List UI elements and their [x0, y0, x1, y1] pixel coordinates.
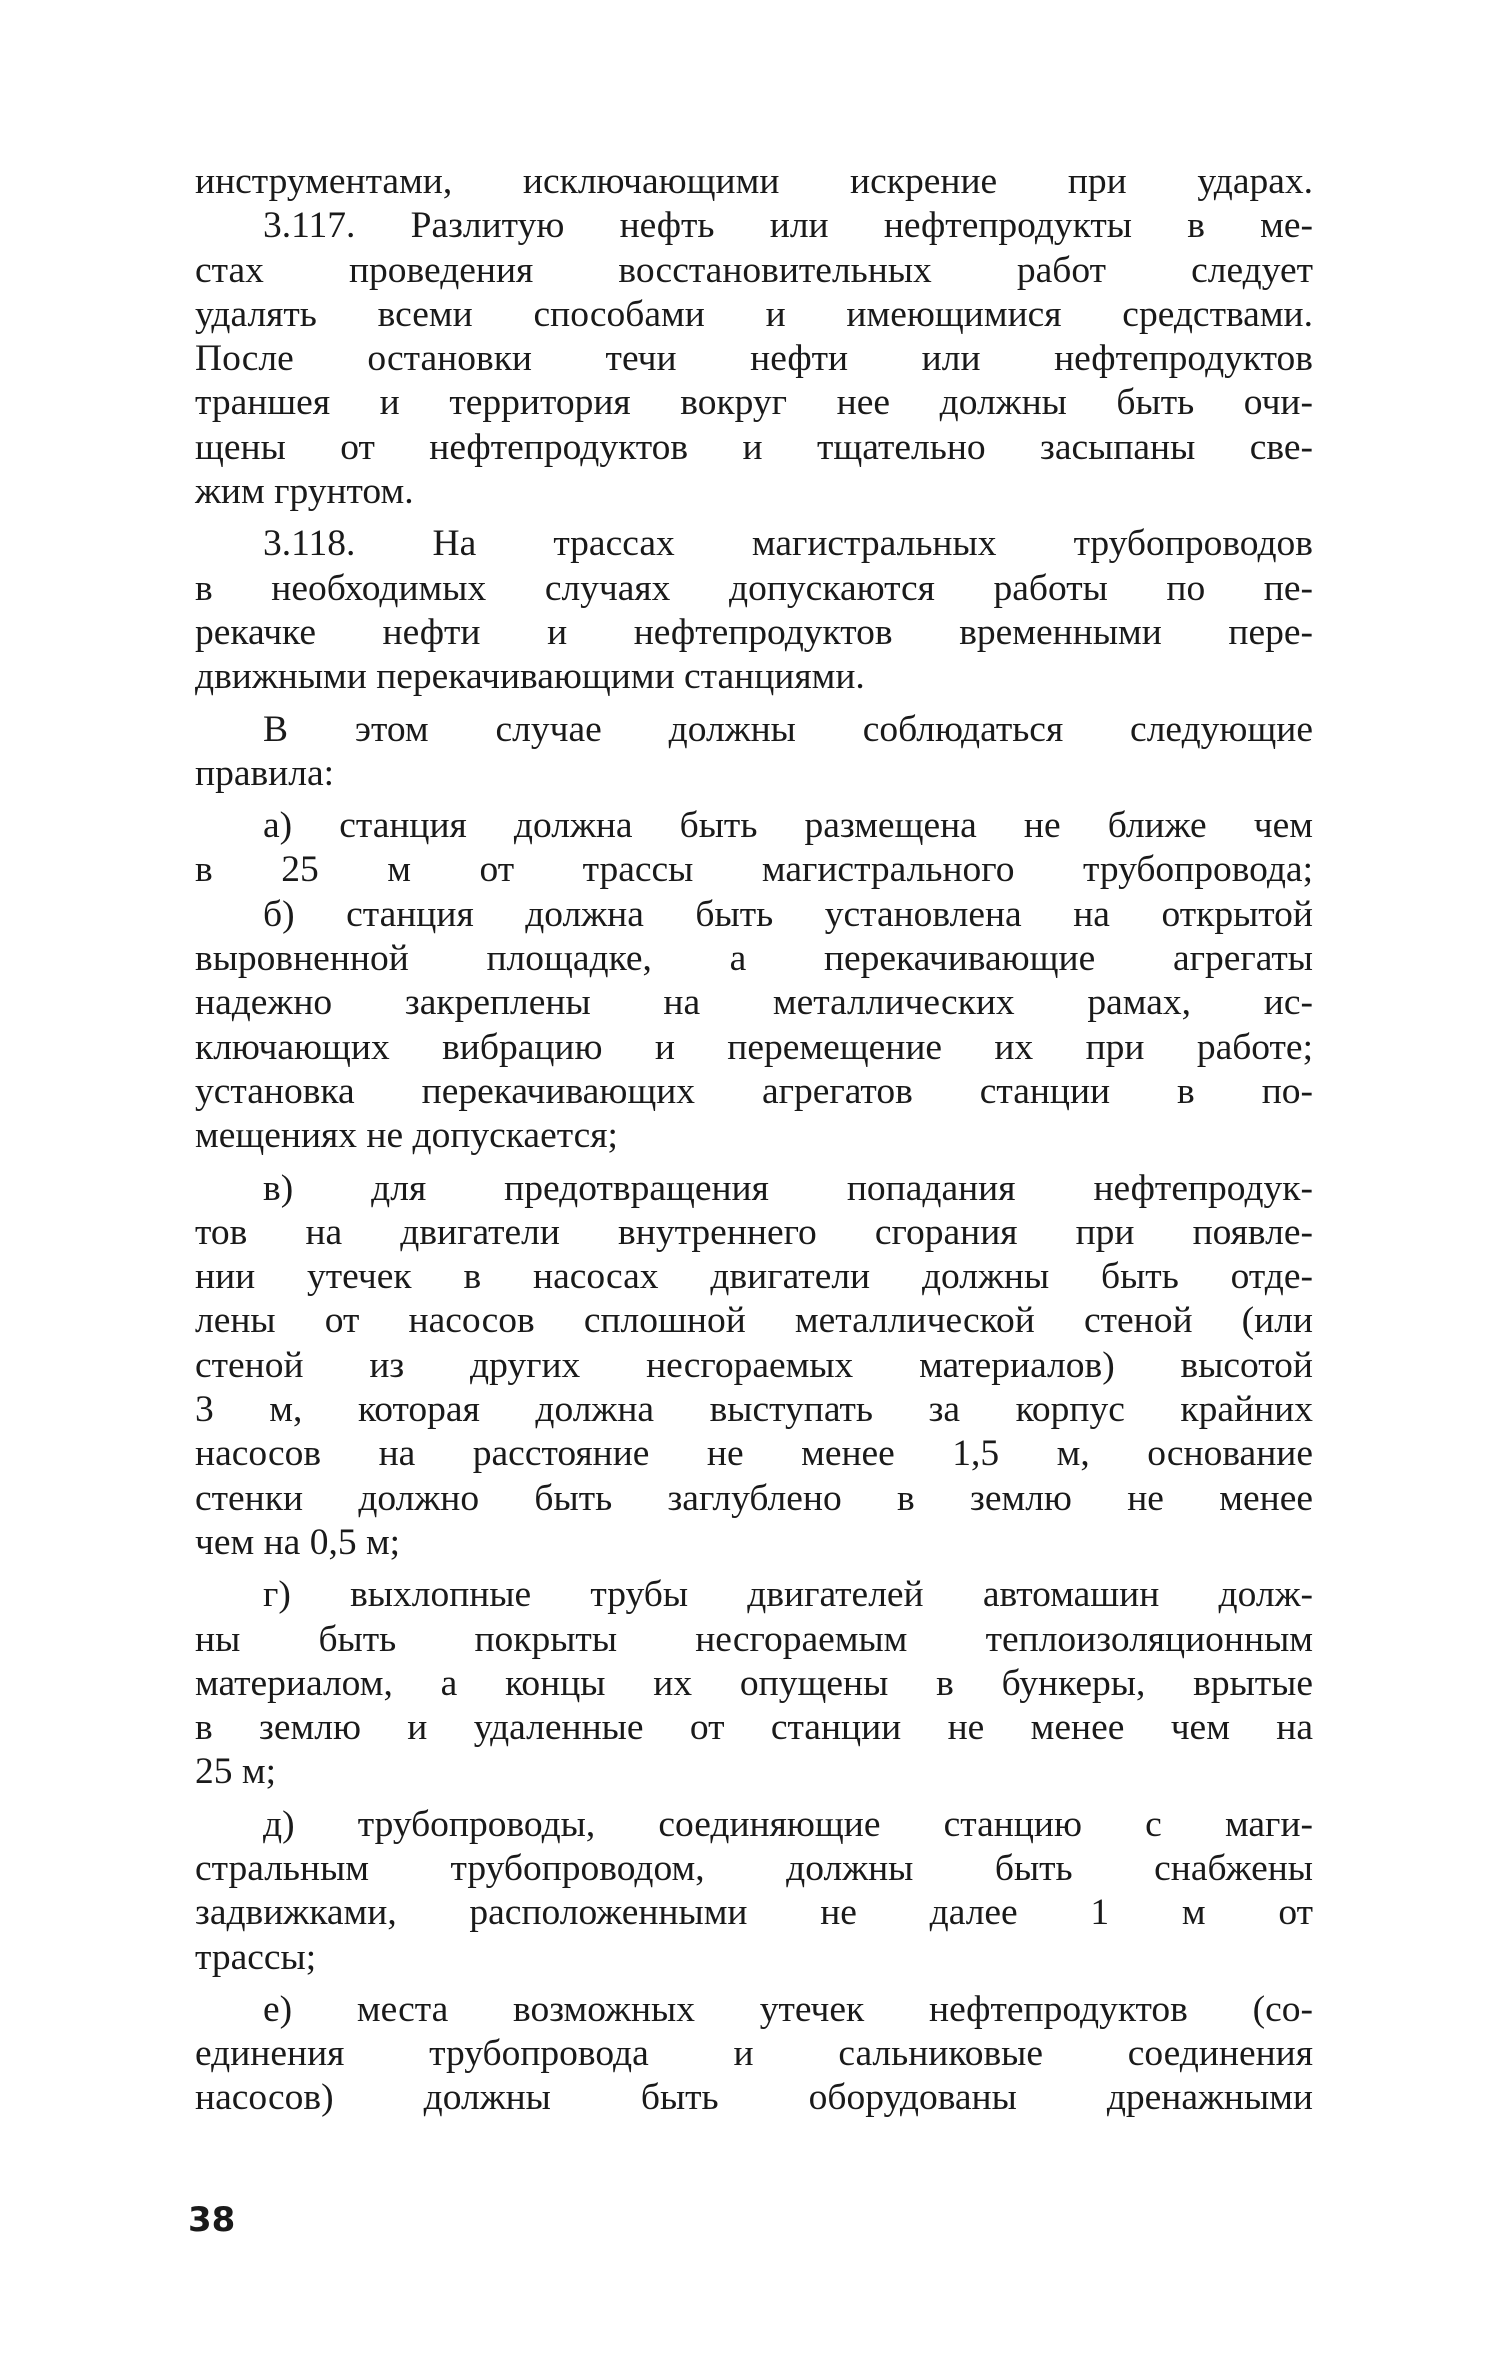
text-line: в землю и удаленные от станции не менее чем на: [195, 1707, 1313, 1749]
text-line: 25 м;: [195, 1751, 277, 1793]
text-line: правила:: [195, 752, 335, 794]
text-line: в 25 м от трассы магистрального трубопровода;: [195, 849, 1313, 891]
text-line: ключающих вибрацию и перемещение их при работе;: [195, 1026, 1313, 1068]
text-line: В этом случае должны соблюдаться следующие: [263, 708, 1313, 750]
page-number: 38: [188, 2200, 236, 2240]
text-line: в необходимых случаях допускаются работы по пе-: [195, 567, 1313, 609]
text-line: нии утечек в насосах двигатели должны быть отде-: [195, 1256, 1313, 1298]
text-line: лены от насосов сплошной металлической стеной (или: [195, 1300, 1313, 1342]
text-line: инструментами, исключающими искрение при ударах.: [195, 161, 1313, 202]
text-line: д) трубопроводы, соединяющие станцию с маги-: [263, 1803, 1313, 1845]
text-line: 3 м, которая должна выступать за корпус крайних: [195, 1389, 1313, 1431]
text-line: насосов на расстояние не менее 1,5 м, основание: [195, 1433, 1313, 1475]
text-line: материалом, а концы их опущены в бункеры, врытые: [195, 1662, 1313, 1704]
text-line: е) места возможных утечек нефтепродуктов (со-: [263, 1988, 1313, 2030]
text-line: г) выхлопные трубы двигателей автомашин долж-: [263, 1574, 1313, 1616]
text-line: стральным трубопроводом, должны быть снабжены: [195, 1847, 1313, 1889]
text-line: а) станция должна быть размещена не ближе чем: [263, 805, 1313, 847]
text-line: стенки должно быть заглублено в землю не менее: [195, 1477, 1313, 1519]
text-line: чем на 0,5 м;: [195, 1521, 401, 1563]
text-line: 3.118. На трассах магистральных трубопроводов: [263, 523, 1313, 565]
text-line: жим грунтом.: [195, 471, 414, 513]
text-line: движными перекачивающими станциями.: [195, 656, 865, 698]
page-body: [195, 160, 1313, 2121]
text-line: После остановки течи нефти или нефтепродуктов: [195, 338, 1313, 380]
text-line: 3.117. Разлитую нефть или нефтепродукты в ме-: [263, 205, 1313, 247]
text-line: траншея и территория вокруг нее должны быть очи-: [195, 382, 1313, 424]
text-line: мещениях не допускается;: [195, 1115, 618, 1157]
text-line: насосов) должны быть оборудованы дренажными: [195, 2077, 1313, 2119]
text-line: щены от нефтепродуктов и тщательно засыпаны све-: [195, 426, 1313, 468]
text-line: стах проведения восстановительных работ следует: [195, 249, 1313, 291]
text-line: стеной из других несгораемых материалов) высотой: [195, 1344, 1313, 1386]
text-line: единения трубопровода и сальниковые соединения: [195, 2033, 1313, 2075]
text-line: рекачке нефти и нефтепродуктов временными пере-: [195, 611, 1313, 653]
text-line: установка перекачивающих агрегатов станции в по-: [195, 1070, 1313, 1112]
text-line: удалять всеми способами и имеющимися средствами.: [195, 293, 1313, 335]
text-line: б) станция должна быть установлена на открытой: [263, 893, 1313, 935]
text-line: в) для предотвращения попадания нефтепродук-: [263, 1167, 1313, 1209]
text-line: ны быть покрыты несгораемым теплоизоляционным: [195, 1618, 1313, 1660]
text-line: надежно закреплены на металлических рамах, ис-: [195, 982, 1313, 1024]
text-line: тов на двигатели внутреннего сгорания при появле-: [195, 1211, 1313, 1253]
text-line: трассы;: [195, 1936, 317, 1978]
text-line: выровненной площадке, а перекачивающие агрегаты: [195, 938, 1313, 980]
text-line: задвижками, расположенными не далее 1 м от: [195, 1892, 1313, 1934]
